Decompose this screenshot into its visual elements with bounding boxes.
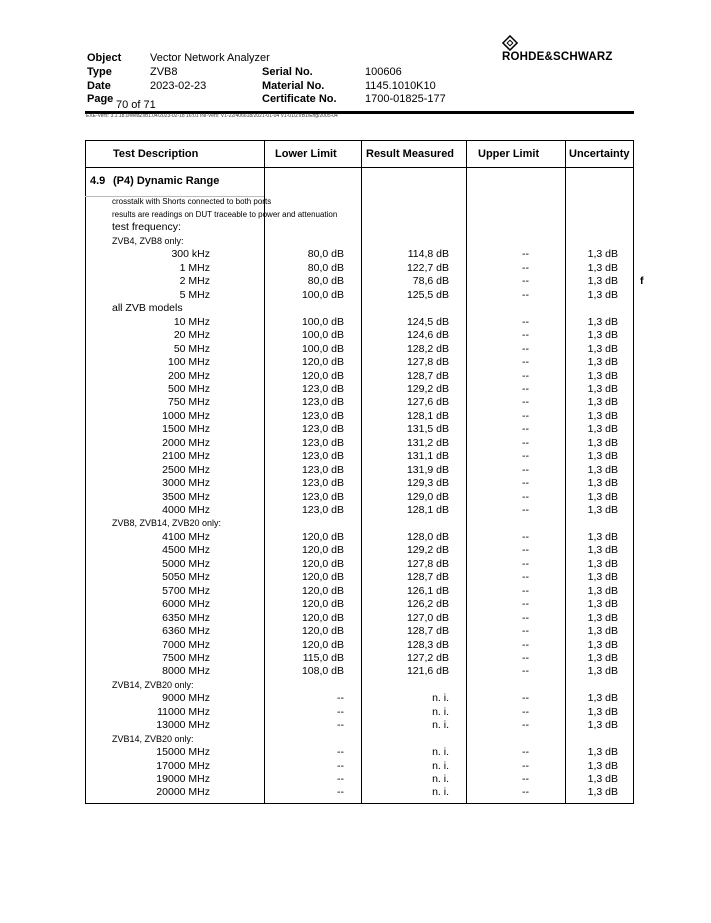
certificate-label: Certificate No. (262, 93, 337, 105)
cell-uncertainty: 1,3 dB (587, 638, 618, 651)
cell-upper-limit: -- (522, 651, 529, 664)
cell-uncertainty: 1,3 dB (587, 477, 618, 490)
cell-frequency: 4000 MHz (162, 504, 210, 516)
cell-upper-limit: -- (522, 611, 529, 624)
cell-lower-limit: 120,0 dB (301, 571, 344, 584)
table-row (0, 316, 711, 329)
section-title: (P4) Dynamic Range (113, 175, 220, 187)
cell-frequency: 200 MHz (167, 369, 210, 382)
brand-name: ROHDE&SCHWARZ (502, 51, 613, 63)
cell-frequency: 1500 MHz (162, 423, 210, 436)
cell-result-measured: 131,9 dB (406, 463, 449, 476)
cell-result-measured: 128,7 dB (406, 625, 449, 638)
cell-uncertainty: 1,3 dB (587, 746, 618, 759)
cell-frequency: 5 MHz (179, 288, 210, 301)
cell-result-measured: 128,1 dB (406, 504, 449, 516)
cell-upper-limit: -- (522, 248, 529, 261)
group-label: ZVB14, ZVB20 only: (112, 679, 194, 690)
object-value: Vector Network Analyzer (150, 52, 270, 64)
cell-uncertainty: 1,3 dB (587, 342, 618, 355)
cell-upper-limit: -- (522, 665, 529, 678)
table-row (0, 746, 711, 759)
cell-frequency: 4500 MHz (162, 544, 210, 557)
table-row (0, 786, 711, 799)
cell-uncertainty: 1,3 dB (587, 436, 618, 449)
group-label-row (0, 235, 711, 248)
table-row (0, 464, 711, 477)
cell-lower-limit: 120,0 dB (301, 638, 344, 651)
page-label: Page (87, 93, 114, 105)
cell-upper-limit: -- (522, 584, 529, 597)
table-row (0, 343, 711, 356)
cell-result-measured: 127,2 dB (406, 651, 449, 664)
cell-upper-limit: -- (522, 719, 529, 732)
cell-result-measured: 131,5 dB (406, 423, 449, 436)
cell-uncertainty: 1,3 dB (587, 261, 618, 274)
cell-uncertainty: 1,3 dB (587, 409, 618, 422)
cell-result-measured: 125,5 dB (406, 288, 449, 301)
cell-lower-limit: 120,0 dB (301, 584, 344, 597)
cell-uncertainty: 1,3 dB (587, 571, 618, 584)
cell-lower-limit: -- (337, 692, 344, 705)
cell-frequency: 50 MHz (173, 342, 210, 355)
cell-upper-limit: -- (522, 598, 529, 611)
table-row (0, 558, 711, 571)
cell-upper-limit: -- (522, 490, 529, 503)
cell-upper-limit: -- (522, 786, 529, 799)
table-row (0, 437, 711, 450)
col-lower-limit: Lower Limit (275, 148, 337, 160)
table-row (0, 491, 711, 504)
col-uncertainty: Uncertainty (569, 148, 630, 160)
table-row (0, 665, 711, 678)
cell-frequency: 5000 MHz (162, 557, 210, 570)
cell-lower-limit: 123,0 dB (301, 463, 344, 476)
cell-uncertainty: 1,3 dB (587, 450, 618, 463)
cell-result-measured: 124,6 dB (406, 329, 449, 342)
cell-lower-limit: 80,0 dB (307, 261, 344, 274)
cell-uncertainty: 1,3 dB (587, 786, 618, 799)
group-label-row (0, 679, 711, 692)
cell-result-measured: n. i. (432, 705, 449, 718)
cell-uncertainty: 1,3 dB (587, 759, 618, 772)
cell-upper-limit: -- (522, 463, 529, 476)
table-row (0, 639, 711, 652)
cell-lower-limit: -- (337, 786, 344, 799)
cell-result-measured: 129,2 dB (406, 382, 449, 395)
cell-upper-limit: -- (522, 571, 529, 584)
cell-lower-limit: 115,0 dB (302, 651, 344, 664)
cell-lower-limit: -- (337, 759, 344, 772)
cell-result-measured: 127,6 dB (406, 396, 449, 409)
cell-upper-limit: -- (522, 356, 529, 369)
cell-result-measured: 127,8 dB (406, 557, 449, 570)
cell-frequency: 300 kHz (171, 248, 210, 261)
date-value: 2023-02-23 (150, 80, 207, 92)
cell-frequency: 3000 MHz (162, 477, 210, 490)
cell-uncertainty: 1,3 dB (587, 490, 618, 503)
cell-result-measured: 78,6 dB (412, 275, 449, 288)
table-row (0, 773, 711, 786)
cell-frequency: 7000 MHz (162, 638, 210, 651)
cell-result-measured: n. i. (432, 773, 449, 785)
certificate-value: 1700-01825-177 (365, 93, 446, 105)
cell-upper-limit: -- (522, 288, 529, 301)
cell-upper-limit: -- (522, 396, 529, 409)
cell-uncertainty: 1,3 dB (587, 692, 618, 705)
table-row (0, 423, 711, 436)
cell-lower-limit: 120,0 dB (301, 557, 344, 570)
cell-result-measured: 128,1 dB (406, 409, 449, 422)
cell-uncertainty: 1,3 dB (587, 544, 618, 557)
cell-frequency: 750 MHz (167, 396, 210, 409)
cell-frequency: 20 MHz (173, 329, 210, 342)
group-label-row (0, 733, 711, 746)
cell-uncertainty: 1,3 dB (587, 625, 618, 638)
cell-result-measured: 129,0 dB (406, 490, 449, 503)
cell-frequency: 17000 MHz (156, 759, 210, 772)
cell-uncertainty: 1,3 dB (587, 530, 618, 543)
cell-lower-limit: 108,0 dB (301, 665, 344, 678)
cell-uncertainty: 1,3 dB (587, 329, 618, 342)
cell-result-measured: 128,7 dB (406, 571, 449, 584)
table-row (0, 477, 711, 490)
type-value: ZVB8 (150, 66, 178, 78)
col-test-description: Test Description (113, 148, 199, 160)
cell-frequency: 15000 MHz (156, 746, 210, 759)
cell-frequency: 10 MHz (173, 315, 210, 328)
note-line: results are readings on DUT traceable to power and attenuation (112, 210, 338, 219)
cell-frequency: 100 MHz (167, 356, 210, 369)
page-value: 70 of 71 (116, 99, 156, 111)
group-label: ZVB8, ZVB14, ZVB20 only: (112, 518, 222, 529)
group-label: ZVB14, ZVB20 only: (112, 733, 194, 744)
cell-result-measured: 126,1 dB (406, 584, 449, 597)
table-row (0, 598, 711, 611)
cell-lower-limit: 123,0 dB (301, 382, 344, 395)
cell-upper-limit: -- (522, 692, 529, 705)
table-row (0, 248, 711, 261)
cell-upper-limit: -- (522, 477, 529, 490)
cell-uncertainty: 1,3 dB (587, 504, 618, 516)
cell-result-measured: 131,1 dB (406, 450, 449, 463)
cell-frequency: 6000 MHz (162, 598, 210, 611)
cell-lower-limit: -- (337, 705, 344, 718)
brand-logo (500, 37, 630, 67)
cell-result-measured: n. i. (432, 719, 449, 732)
table-row (0, 275, 711, 288)
table-row (0, 612, 711, 625)
table-row (0, 692, 711, 705)
col-result-measured: Result Measured (366, 148, 455, 160)
cell-result-measured: 114,8 dB (407, 248, 449, 261)
cell-upper-limit: -- (522, 557, 529, 570)
cell-frequency: 11000 MHz (157, 705, 210, 718)
cell-lower-limit: 123,0 dB (301, 450, 344, 463)
group-label: ZVB4, ZVB8 only: (112, 236, 184, 246)
table-row (0, 585, 711, 598)
cell-result-measured: 128,0 dB (406, 530, 449, 543)
cell-frequency: 500 MHz (167, 382, 210, 395)
cell-frequency: 1000 MHz (162, 409, 210, 422)
cell-frequency: 2 MHz (179, 275, 210, 288)
cell-lower-limit: 123,0 dB (301, 409, 344, 422)
note-line: test frequency: (112, 221, 181, 233)
cell-upper-limit: -- (522, 544, 529, 557)
cell-frequency: 6360 MHz (162, 625, 210, 638)
group-label: all ZVB models (112, 302, 183, 315)
table-row (0, 706, 711, 719)
table-row (0, 383, 711, 396)
object-label: Object (87, 52, 122, 64)
cell-upper-limit: -- (522, 342, 529, 355)
cell-result-measured: n. i. (432, 692, 449, 705)
cell-upper-limit: -- (522, 275, 529, 288)
cell-uncertainty: 1,3 dB (587, 382, 618, 395)
cell-upper-limit: -- (522, 315, 529, 328)
cell-uncertainty: 1,3 dB (587, 369, 618, 382)
cell-lower-limit: 80,0 dB (307, 275, 344, 288)
serial-value: 100606 (365, 66, 402, 78)
cell-result-measured: 126,2 dB (406, 598, 449, 611)
diamond-logo-icon (502, 35, 518, 51)
cell-frequency: 20000 MHz (156, 786, 210, 799)
table-row (0, 329, 711, 342)
cell-uncertainty: 1,3 dB (587, 248, 618, 261)
cell-frequency: 3500 MHz (162, 490, 210, 503)
col-upper-limit: Upper Limit (478, 148, 540, 160)
cell-upper-limit: -- (522, 773, 529, 785)
fail-flag: f (640, 275, 644, 288)
section-number: 4.9 (90, 175, 106, 187)
cell-result-measured: 129,2 dB (406, 544, 449, 557)
cell-result-measured: n. i. (432, 746, 449, 759)
cell-result-measured: 122,7 dB (406, 261, 449, 274)
cell-upper-limit: -- (522, 436, 529, 449)
cell-frequency: 13000 MHz (156, 719, 210, 732)
cell-uncertainty: 1,3 dB (587, 396, 618, 409)
cell-uncertainty: 1,3 dB (587, 315, 618, 328)
cell-upper-limit: -- (522, 638, 529, 651)
cell-result-measured: n. i. (432, 759, 449, 772)
cell-uncertainty: 1,3 dB (587, 705, 618, 718)
cell-result-measured: 128,2 dB (406, 342, 449, 355)
table-row (0, 504, 711, 517)
table-row (0, 652, 711, 665)
serial-label: Serial No. (262, 66, 313, 78)
table-row (0, 356, 711, 369)
version-line: EXE-Vers: 3.1.18.0/MeaZvb1.04/2023-02-18 16:01 INI-Vers: V1-22/406618/2021-01-04 V1-01/ZVB1/Eng/2005-04 (86, 113, 338, 119)
cell-upper-limit: -- (522, 329, 529, 342)
cell-uncertainty: 1,3 dB (587, 356, 618, 369)
cell-upper-limit: -- (522, 530, 529, 543)
cell-lower-limit: -- (337, 719, 344, 732)
cell-lower-limit: 80,0 dB (307, 248, 344, 261)
material-value: 1145.1010K10 (365, 80, 436, 92)
cell-lower-limit: 100,0 dB (301, 315, 344, 328)
cell-result-measured: 127,8 dB (406, 356, 449, 369)
cell-lower-limit: 123,0 dB (301, 490, 344, 503)
cell-upper-limit: -- (522, 625, 529, 638)
cell-frequency: 8000 MHz (162, 665, 210, 678)
cell-uncertainty: 1,3 dB (587, 463, 618, 476)
cell-result-measured: n. i. (432, 786, 449, 799)
cell-upper-limit: -- (522, 746, 529, 759)
cell-frequency: 5700 MHz (162, 584, 210, 597)
note-line: crosstalk with Shorts connected to both ports (112, 197, 272, 206)
cell-uncertainty: 1,3 dB (587, 665, 618, 678)
cell-lower-limit: 120,0 dB (301, 369, 344, 382)
table-row (0, 370, 711, 383)
table-row (0, 450, 711, 463)
table-row (0, 719, 711, 732)
table-row (0, 544, 711, 557)
cell-lower-limit: 100,0 dB (301, 342, 344, 355)
cell-upper-limit: -- (522, 261, 529, 274)
cell-upper-limit: -- (522, 423, 529, 436)
cell-result-measured: 128,7 dB (406, 369, 449, 382)
cell-uncertainty: 1,3 dB (587, 275, 618, 288)
cell-uncertainty: 1,3 dB (587, 584, 618, 597)
group-label-row (0, 517, 711, 530)
cell-result-measured: 124,5 dB (406, 315, 449, 328)
table-row (0, 396, 711, 409)
cell-uncertainty: 1,3 dB (587, 557, 618, 570)
cell-result-measured: 131,2 dB (406, 436, 449, 449)
cell-uncertainty: 1,3 dB (587, 651, 618, 664)
cell-uncertainty: 1,3 dB (587, 288, 618, 301)
cell-frequency: 7500 MHz (162, 651, 210, 664)
cell-lower-limit: 120,0 dB (301, 356, 344, 369)
cell-frequency: 9000 MHz (162, 692, 210, 705)
cell-lower-limit: 120,0 dB (301, 625, 344, 638)
cell-lower-limit: 123,0 dB (301, 423, 344, 436)
cell-lower-limit: 120,0 dB (301, 611, 344, 624)
table-row (0, 625, 711, 638)
table-row (0, 410, 711, 423)
cell-lower-limit: 123,0 dB (301, 436, 344, 449)
cell-frequency: 4100 MHz (162, 530, 210, 543)
cell-lower-limit: 120,0 dB (301, 544, 344, 557)
cell-lower-limit: 100,0 dB (301, 288, 344, 301)
cell-upper-limit: -- (522, 409, 529, 422)
cell-upper-limit: -- (522, 759, 529, 772)
cell-lower-limit: 123,0 dB (301, 477, 344, 490)
cell-result-measured: 127,0 dB (406, 611, 449, 624)
cell-frequency: 2500 MHz (162, 463, 210, 476)
cell-uncertainty: 1,3 dB (587, 611, 618, 624)
cell-uncertainty: 1,3 dB (587, 719, 618, 732)
cell-upper-limit: -- (522, 369, 529, 382)
cell-frequency: 2000 MHz (162, 436, 210, 449)
cell-result-measured: 121,6 dB (406, 665, 449, 678)
cell-lower-limit: -- (337, 773, 344, 785)
cell-frequency: 6350 MHz (162, 611, 210, 624)
date-label: Date (87, 80, 111, 92)
cell-uncertainty: 1,3 dB (587, 773, 618, 785)
cell-lower-limit: 100,0 dB (301, 329, 344, 342)
cell-frequency: 2100 MHz (162, 450, 210, 463)
cell-lower-limit: 123,0 dB (301, 396, 344, 409)
type-label: Type (87, 66, 112, 78)
cell-result-measured: 129,3 dB (406, 477, 449, 490)
cell-uncertainty: 1,3 dB (587, 598, 618, 611)
table-row (0, 571, 711, 584)
cell-frequency: 5050 MHz (162, 571, 210, 584)
cell-upper-limit: -- (522, 504, 529, 516)
cell-lower-limit: 123,0 dB (301, 504, 344, 516)
cell-lower-limit: 120,0 dB (301, 598, 344, 611)
cell-frequency: 19000 MHz (156, 773, 210, 785)
cell-frequency: 1 MHz (179, 261, 210, 274)
cell-lower-limit: 120,0 dB (301, 530, 344, 543)
material-label: Material No. (262, 80, 325, 92)
cell-upper-limit: -- (522, 450, 529, 463)
table-row (0, 760, 711, 773)
table-row (0, 289, 711, 302)
cell-upper-limit: -- (522, 382, 529, 395)
cell-lower-limit: -- (337, 746, 344, 759)
group-label-row (0, 302, 711, 315)
table-row (0, 531, 711, 544)
cell-uncertainty: 1,3 dB (587, 423, 618, 436)
table-row (0, 262, 711, 275)
cell-result-measured: 128,3 dB (406, 638, 449, 651)
cell-upper-limit: -- (522, 705, 529, 718)
